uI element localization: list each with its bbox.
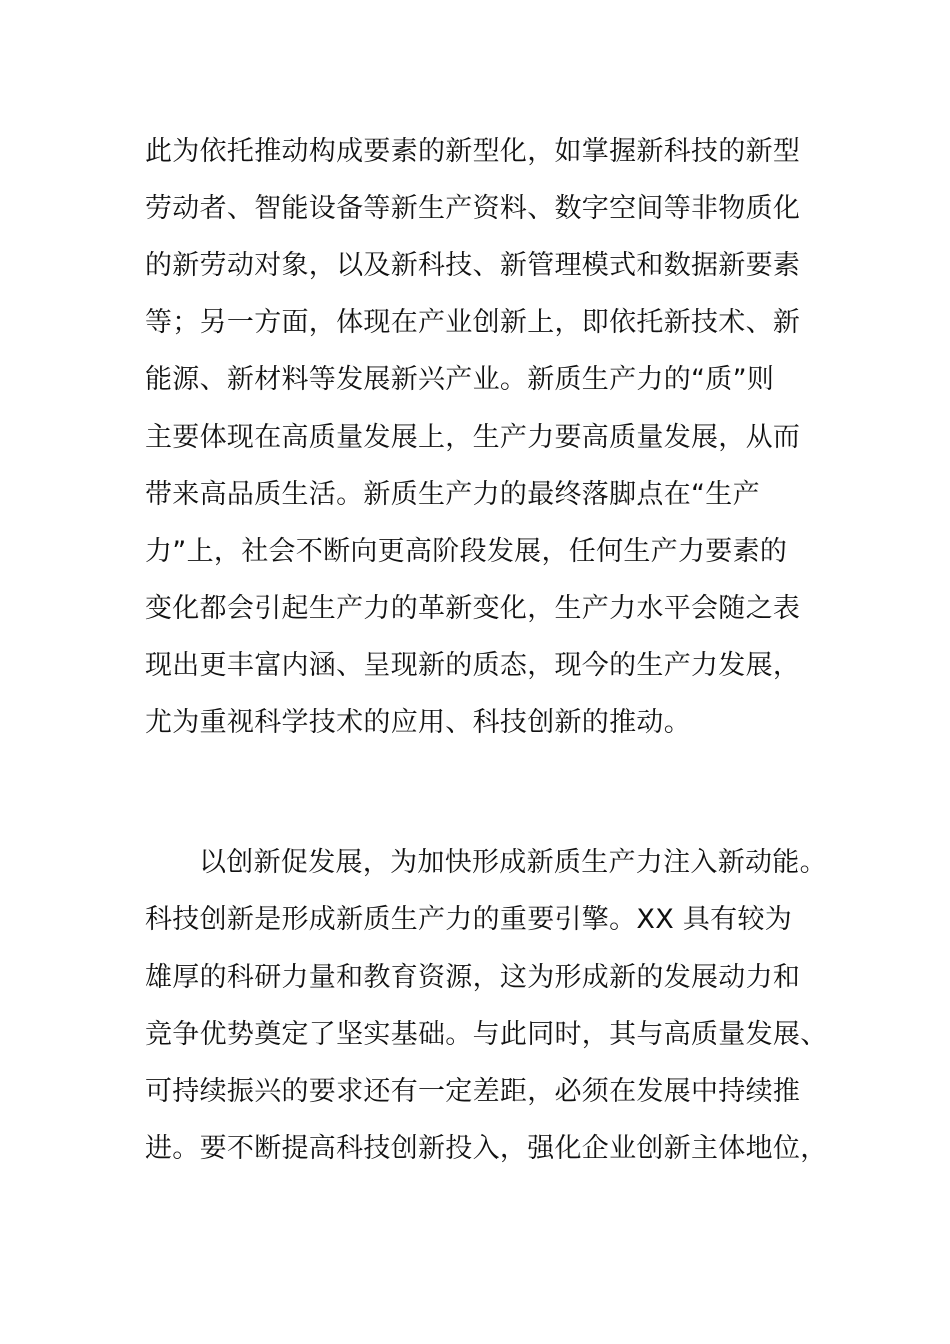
paragraph-2-line-4: 竞争优势奠定了坚实基础。与此同时，其与高质量发展、 (145, 1019, 828, 1050)
paragraph-1-line-4: 等；另一方面，体现在产业创新上，即依托新技术、新 (145, 307, 801, 338)
paragraph-2-line-1: 以创新促发展，为加快形成新质生产力注入新动能。 (199, 847, 827, 878)
paragraph-2-line-6: 进。要不断提高科技创新投入，强化企业创新主体地位， (145, 1133, 828, 1164)
paragraph-1-line-1: 此为依托推动构成要素的新型化，如掌握新科技的新型 (145, 136, 801, 167)
paragraph-1-line-8: 力”上，社会不断向更高阶段发展，任何生产力要素的 (145, 536, 788, 567)
paragraph-1-line-7: 带来高品质生活。新质生产力的最终落脚点在“生产 (145, 479, 760, 510)
paragraph-2-line-2: 科技创新是形成新质生产力的重要引擎。XX 具有较为 (145, 904, 793, 935)
paragraph-1-line-11: 尤为重视科学技术的应用、科技创新的推动。 (145, 707, 691, 738)
paragraph-1-line-5: 能源、新材料等发展新兴产业。新质生产力的“质”则 (145, 364, 775, 395)
paragraph-1-line-10: 现出更丰富内涵、呈现新的质态，现今的生产力发展， (145, 650, 801, 681)
paragraph-1-line-9: 变化都会引起生产力的革新变化，生产力水平会随之表 (145, 593, 801, 624)
paragraph-2-line-3: 雄厚的科研力量和教育资源，这为形成新的发展动力和 (145, 962, 801, 993)
paragraph-2-line-5: 可持续振兴的要求还有一定差距，必须在发展中持续推 (145, 1076, 801, 1107)
paragraph-1-line-6: 主要体现在高质量发展上，生产力要高质量发展，从而 (145, 422, 801, 453)
paragraph-1-line-3: 的新劳动对象，以及新科技、新管理模式和数据新要素 (145, 250, 801, 281)
paragraph-1-line-2: 劳动者、智能设备等新生产资料、数字空间等非物质化 (145, 193, 801, 224)
